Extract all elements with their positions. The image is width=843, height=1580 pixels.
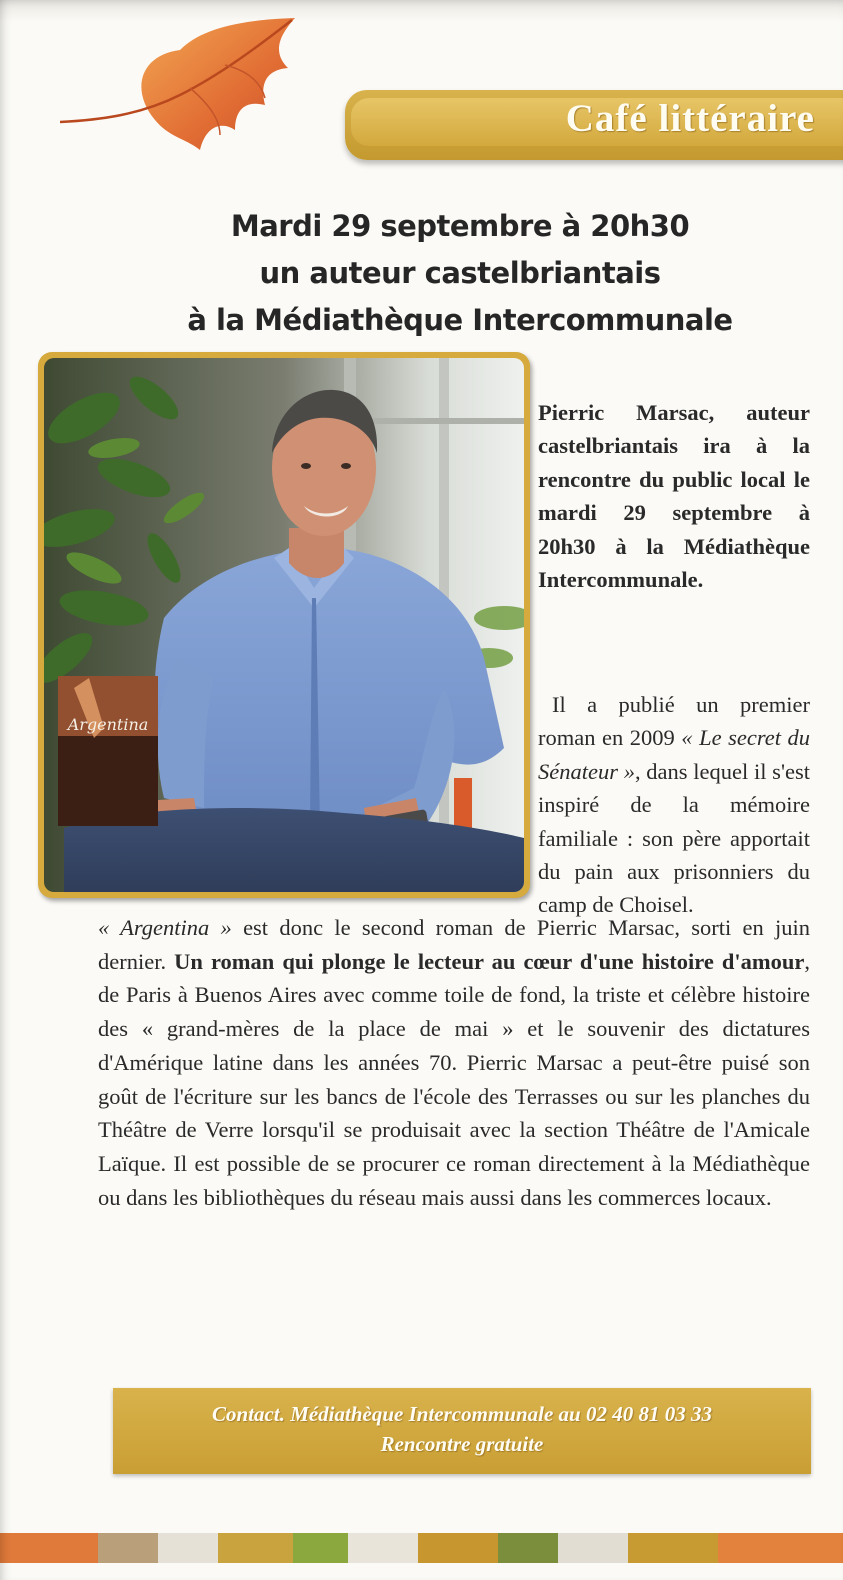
headline xyxy=(90,203,830,344)
article-intro xyxy=(538,396,810,596)
contact-line: Contact. Médiathèque Intercommunale au 02 40 81 03 33 xyxy=(212,1402,712,1426)
autumn-leaf-icon xyxy=(60,10,310,170)
author-photo-illustration xyxy=(44,358,524,892)
book-title-1: « Le secret du Sénateur » xyxy=(538,725,811,784)
color-stripe xyxy=(498,1533,558,1563)
book-title: Argentina xyxy=(67,715,149,734)
color-stripe xyxy=(293,1533,348,1563)
contact-free-entry: Rencontre gratuite xyxy=(380,1432,544,1456)
headline-line-3: à la Médiathèque Intercommunale xyxy=(187,303,733,337)
author-photo xyxy=(44,358,524,892)
para-2-text-d: , de Paris à Buenos Aires avec comme toile de fond, la triste et célèbre histoire des « grand-mères de la place de mai » et le souvenir des dictatures d'Amérique latine dans les années 70. Pierric Marsac a peut-être puisé son goût de l'écriture sur les bancs de l'école des Terrasses ou sur les planches du Théâtre de Verre lorsqu'il se produisait avec la section Théâtre de l'Amicale Laïque. Il est possible de se procurer ce roman directement à la Médiathèque ou dans les bibliothèques du réseau mais aussi dans les commerces locaux. xyxy=(98,948,810,1210)
bottom-color-stripes xyxy=(0,1533,843,1563)
headline-line-1: Mardi 29 septembre à 20h30 xyxy=(230,209,690,243)
color-stripe xyxy=(158,1533,218,1563)
color-stripe xyxy=(718,1533,843,1563)
banner-title: Café littéraire xyxy=(565,97,815,140)
article-body-side xyxy=(538,682,810,922)
article-para-2-start xyxy=(538,688,810,922)
color-stripe xyxy=(418,1533,498,1563)
para-2-text-b: , dans lequel il s'est inspiré de la mémoire familiale : son père apportait du pain aux prisonniers du camp de Choisel. xyxy=(538,758,810,918)
para-2-text-a: Il a publié un premier roman en 2009 xyxy=(538,692,810,751)
article-para-2-continued xyxy=(98,911,810,1214)
color-stripe xyxy=(218,1533,293,1563)
book-title-2: « Argentina » xyxy=(98,915,232,940)
headline-line-2: un auteur castelbriantais xyxy=(259,256,661,290)
color-stripe xyxy=(628,1533,718,1563)
para-2-bold: Un roman qui plonge le lecteur au cœur d'une histoire d'amour xyxy=(174,948,805,974)
article-para-1: Pierric Marsac, auteur castelbriantais ira à la rencontre du public local le mardi 29 septembre à 20h30 à la Médiathèque Intercommunale. xyxy=(538,400,810,593)
section-banner xyxy=(345,90,843,160)
color-stripe xyxy=(558,1533,628,1563)
contact-box xyxy=(113,1388,811,1474)
para-2-text-c: est donc le second roman de Pierric Marsac, sorti en juin dernier. xyxy=(98,915,811,974)
author-photo-frame xyxy=(38,352,530,898)
color-stripe xyxy=(0,1533,98,1563)
color-stripe xyxy=(98,1533,158,1563)
article-body-main xyxy=(98,911,810,1214)
color-stripe xyxy=(348,1533,418,1563)
